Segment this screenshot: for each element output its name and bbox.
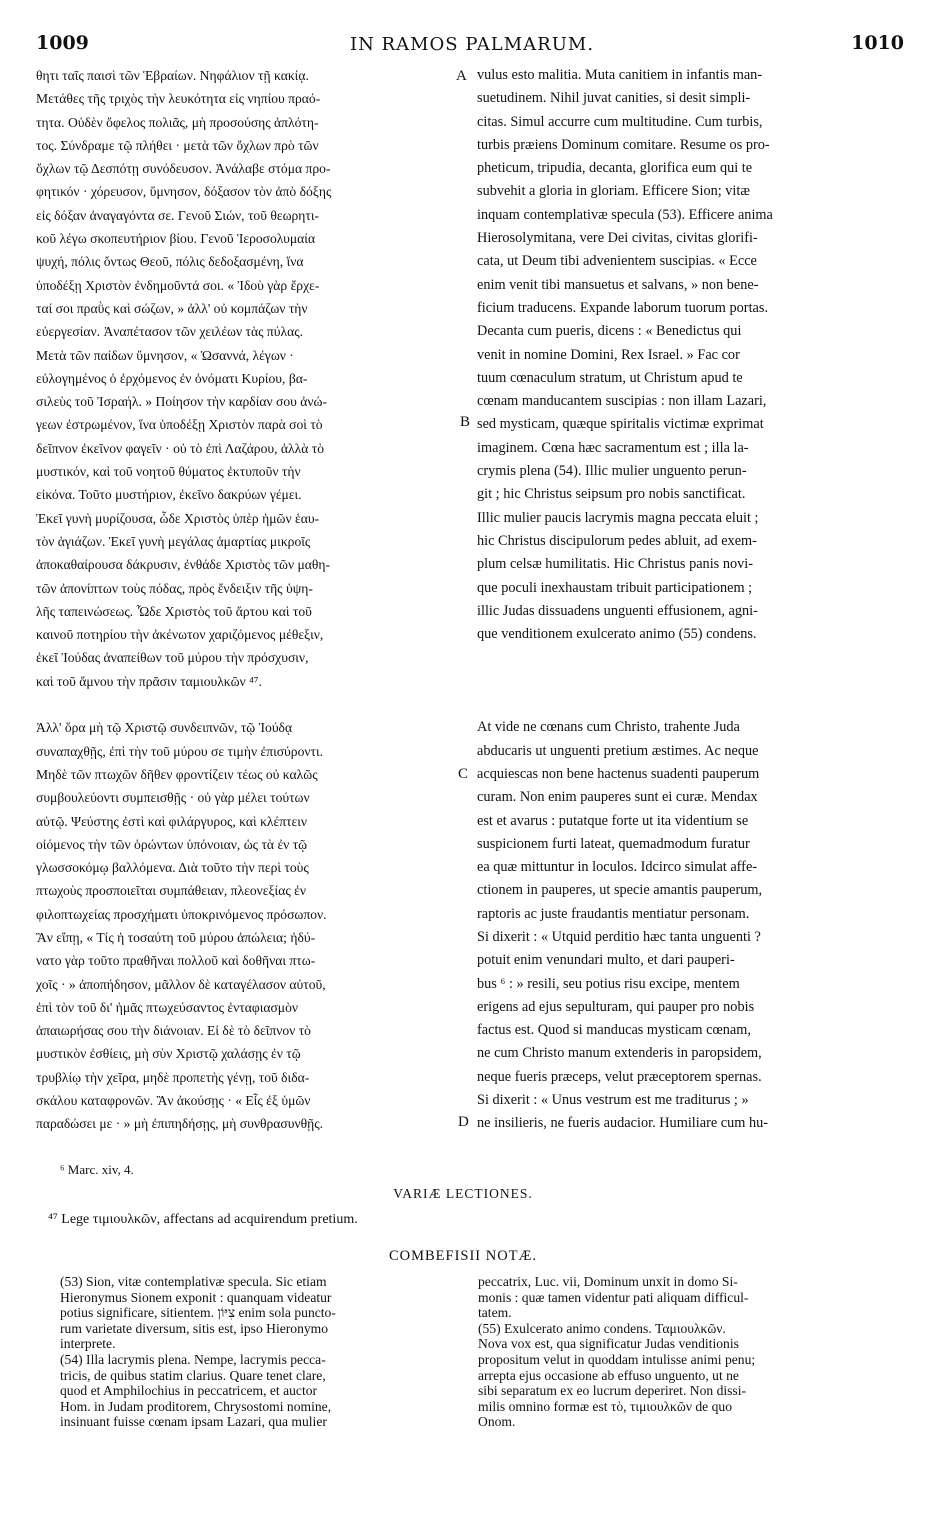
latin-text-line: Si dixerit : « Utquid perditio hæc tanta unguenti ? (477, 928, 761, 945)
note-text-line: interprete. (60, 1336, 116, 1352)
greek-text-line: Ἂν εἴπῃ, « Τίς ἡ τοσαύτη τοῦ μύρου ἀπώλεια; ἠδύ- (36, 929, 316, 945)
greek-text-line: φητικόν · χόρευσον, ὕμνησον, δόξασον τὸν ἀπὸ δόξης (36, 184, 332, 200)
greek-text-line: Ἐκεῖ γυνὴ μυρίζουσα, ὧδε Χριστὸς ὑπὲρ ἡμῶν ἑαυ- (36, 510, 320, 526)
latin-column (477, 64, 891, 1136)
latin-text-line: ficium traducens. Expande laborum tuorum portas. (477, 299, 769, 316)
note-text-line: insinuant fuisse cœnam ipsam Lazari, qua mulier (60, 1414, 327, 1430)
greek-text-line: ψυχή, πόλις ὄντως Θεοῦ, πόλις δεδοξασμένη, ἵνα (36, 254, 304, 270)
note-text-line: sibi separatum ex eo lucrum deperiret. Non dissi- (478, 1383, 747, 1399)
greek-text-line: Ἀλλ' ὅρα μὴ τῷ Χριστῷ συνδειπνῶν, τῷ Ἰούδᾳ (36, 720, 293, 736)
note-text-line: tricis, de quibus statim clarius. Quare tenet clare, (60, 1367, 326, 1383)
latin-text-line: vulus esto malitia. Muta canitiem in infantis man- (477, 67, 763, 83)
greek-text-line: χοῖς · » ἀποπήδησον, μᾶλλον δὲ καταγέλασον αὐτοῦ, (36, 976, 326, 992)
note-text-line: potius significare, sitientem. צִיּוֹן enim sola puncto- (60, 1305, 336, 1321)
latin-text-line: que poculi inexhaustam tribuit participationem ; (477, 579, 753, 596)
greek-text-line: εἰκόνα. Τοῦτο μυστήριον, ἐκεῖνο δακρύων γέμει. (36, 487, 302, 503)
latin-text-line: suetudinem. Nihil juvat canities, si desit simpli- (477, 90, 751, 107)
latin-text-line: cata, ut Deum tibi advenientem suscipias. « Ecce (477, 253, 757, 270)
latin-text-line: inquam contemplativæ specula (53). Efficere anima (477, 206, 773, 223)
latin-text-line: imaginem. Cœna hæc sacramentum est ; illa la- (477, 439, 749, 456)
greek-text-line: σιλεὺς τοῦ Ἰσραήλ. » Ποίησον τὴν καρδίαν σου ἀνώ- (36, 394, 328, 410)
notes-right-column (478, 1274, 896, 1430)
greek-text-line: παραδώσει με · » μὴ ἐπιπηδήσῃς, μὴ συνθρασυνθῇς. (36, 1116, 324, 1132)
greek-text-line: εὐλογημένος ὁ ἐρχόμενος ἐν ὀνόματι Κυρίου, βα- (36, 370, 308, 386)
variae-lectiones-heading: VARIÆ LECTIONES. (393, 1186, 533, 1201)
note-text-line: propositum velut in quoddam intulisse animi penu; (478, 1351, 756, 1367)
note-text-line: Nova vox est, qua significatur Judas venditionis (478, 1336, 739, 1352)
greek-text-line: νατο γὰρ τοῦτο πραθῆναι πολλοῦ καὶ δοθῆναι πτω- (36, 953, 316, 969)
greek-text-line: θητι ταῖς παισὶ τῶν Ἑβραίων. Νηφάλιον τῇ κακίᾳ. (36, 68, 309, 83)
note-text-line: quod et Amphilochius in peccatricem, et auctor (60, 1383, 318, 1399)
note-text-line: milis omnino formæ est τὸ, τιμιουλκῶν de quo (478, 1398, 732, 1414)
note-text-line: tatem. (478, 1305, 512, 1321)
note-text-line: peccatrix, Luc. vii, Dominum unxit in domo Si- (478, 1274, 738, 1289)
latin-text-line: Si dixerit : « Unus vestrum est me traditurus ; » (477, 1092, 749, 1109)
latin-text-line: Decanta cum pueris, dicens : « Benedictus qui (477, 323, 742, 340)
latin-text-line: sed mysticam, quæque spiritalis victimæ exprimat (477, 416, 764, 433)
note-text-line: (53) Sion, vitæ contemplativæ specula. Sic etiam (60, 1274, 327, 1289)
running-title: IN RAMOS PALMARUM. (349, 34, 595, 55)
greek-text-line: τὸν ἁγιάζων. Ἐκεῖ γυνὴ μεγάλας ἁμαρτίας μικροῖς (36, 533, 311, 549)
page-number-right: 1010 (851, 32, 904, 54)
greek-text-line: γεων ἐστρωμένον, ἵνα ὑποδέξῃ Χριστὸν παρὰ σοὶ τὸ (36, 417, 323, 433)
greek-text-line: ἐκεῖ Ἰούδας ἀναπείθων τοῦ μύρου τὴν πρόσχυσιν, (36, 650, 309, 666)
note-text-line: rum varietate diversum, sitis est, ipso Hieronymo (60, 1320, 329, 1336)
margin-letter-c: C (458, 766, 469, 782)
greek-text-line: σκάλου καταφρονῶν. Ἂν ἀκούσῃς · « Εἷς ἐξ ὑμῶν (36, 1093, 311, 1109)
note-text-line: monis : quæ tamen videntur pati aliquam difficul- (478, 1289, 749, 1305)
page-header (36, 32, 908, 62)
latin-text-line: citas. Simul accurre cum multitudine. Cum turbis, (477, 113, 763, 130)
margin-letter-a: A (456, 68, 467, 84)
latin-text-line: acquiescas non bene hactenus suadenti pauperum (477, 765, 760, 782)
latin-text-line: raptoris ac juste fraudantis mentiatur personam. (477, 905, 750, 922)
greek-text-line: πτωχοὺς προσποιεῖται συμπάθειαν, πλεονεξίας ἐν (36, 883, 306, 899)
latin-text-line: ne cum Christo manum extenderis in paropsidem, (477, 1045, 762, 1062)
latin-text-line: curam. Non enim pauperes sunt ei curæ. Mendax (477, 789, 758, 806)
greek-text-line: ἐπὶ τὸν τοῦ δι' ἡμᾶς πτωχεύσαντος ἐνταφιασμὸν (36, 999, 299, 1015)
note-text-line: arrepta ejus occasione ab effuso unguento, ut ne (478, 1367, 739, 1383)
latin-text-line: illic Judas dissuadens unguenti effusionem, agni- (477, 602, 758, 619)
latin-text-line: ea quæ mittuntur in loculos. Idcirco simulat affe- (477, 859, 758, 876)
note-text-line: Hom. in Judam proditorem, Chrysostomi nomine, (60, 1398, 332, 1414)
greek-text-line: οἰόμενος τὴν τῶν ὁρώντων ὑπόνοιαν, ὡς τὰ ἐν τῷ (36, 836, 308, 852)
latin-text-line: ctionem in pauperes, ut specie amantis pauperum, (477, 882, 763, 899)
greek-text-line: Μηδὲ τῶν πτωχῶν δῆθεν φροντίζειν τέως οὐ καλῶς (36, 766, 318, 782)
greek-text-line: Μετάθες τῆς τριχὸς τὴν λευκότητα εἰς νηπίου πραό- (36, 91, 321, 107)
notes-heading: COMBEFISII NOTÆ. (388, 1248, 538, 1264)
page-number-left: 1009 (36, 32, 89, 54)
latin-text-line: crymis plena (54). Illic mulier unguento perun- (477, 463, 747, 480)
greek-text-line: λῆς ταπεινώσεως. Ὧδε Χριστὸς τοῦ ἄρτου καὶ τοῦ (36, 603, 312, 619)
latin-text-line: turbis præiens Dominum comitare. Resume os pro- (477, 136, 770, 153)
greek-text-line: μυστικὸν ἐσθίεις, μὴ σὺν Χριστῷ χαλάσῃς ἐν τῷ (36, 1046, 301, 1062)
greek-text-line: εὐεργεσίαν. Ἀναπέτασον τῶν χειλέων τὰς πύλας. (36, 324, 303, 340)
greek-text-line: γλωσσοκόμῳ βαλλόμενα. Διὰ τοῦτο τὴν περὶ τοὺς (36, 860, 309, 876)
latin-text-line (477, 693, 891, 716)
latin-text-line: factus est. Quod si manducas mysticam cœnam, (477, 1022, 751, 1039)
greek-text-line: ταί σοι πραῢς καὶ σώζων, » ἀλλ' οὐ κομπάζων τὴν (36, 300, 308, 316)
latin-text-line: At vide ne cœnans cum Christo, trahente Juda (477, 719, 740, 736)
greek-text-line: ἀπαιωρήσας σου τὴν διάνοιαν. Εἰ δὲ τὸ δεῖπνον τὸ (36, 1023, 311, 1039)
greek-text-line: συμβουλεύοντι συμπεισθῇς · οὐ γὰρ μέλει τούτων (36, 790, 310, 806)
greek-text-line: αὐτῷ. Ψεύστης ἐστὶ καὶ φιλάργυρος, καὶ κλέπτειν (36, 813, 308, 829)
greek-text-line: καινοῦ ποτηρίου τὴν ἀκένωτον χαριζόμενος μέθεξιν, (36, 627, 324, 643)
greek-text-line: κοῦ λέγω σκοπευτήριον βίου. Γενοῦ Ἱεροσολυμαία (36, 231, 316, 247)
variae-lectiones-text: ⁴⁷ Lege τιμιουλκῶν, affectans ad acquirendum pretium. (48, 1212, 358, 1227)
note-text-line: Onom. (478, 1414, 516, 1430)
greek-text-line (36, 693, 456, 716)
greek-text-line: καὶ τοῦ ἄμνου τὴν πρᾶσιν ταμιουλκῶν ⁴⁷. (36, 673, 262, 689)
latin-text-line: Illic mulier paucis lacrymis magna peccata eluit ; (477, 509, 759, 526)
latin-text-line: neque fueris præceps, velut præceptorem spernas. (477, 1068, 762, 1085)
greek-text-line: δεῖπνον ἐκεῖνον φαγεῖν · οὐ τὸ ἐπὶ Λαζάρου, ἀλλὰ τὸ (36, 440, 325, 456)
note-text-line: Hieronymus Sionem exponit : quanquam videatur (60, 1289, 332, 1305)
margin-letter-b: B (460, 414, 471, 430)
latin-text-line: est et avarus : putatque forte ut ita videntium se (477, 812, 749, 829)
latin-text-line: pheticum, tripudia, decanta, glorifica eum qui te (477, 160, 753, 177)
latin-text-line: tuum cœnaculum stratum, ut Christum apud te (477, 369, 743, 386)
latin-text-line: bus ⁶ : » resili, seu potius risu excipe, mentem (477, 975, 740, 992)
latin-text-line: abducaris ut unguenti pretium æstimes. Ac neque (477, 742, 759, 759)
greek-text-line: τρυβλίῳ τὴν χεῖρα, μηδὲ προπετὴς γένῃ, τοῦ διδα- (36, 1069, 310, 1085)
greek-text-line: μυστικόν, καὶ τοῦ νοητοῦ θύματος ἐκτυποῦν τὴν (36, 464, 301, 480)
latin-text-line: subvehit a gloria in gloriam. Efficere Sion; vitæ (477, 183, 750, 200)
greek-text-line: τητα. Οὐδὲν ὄφελος πολιᾶς, μὴ προσούσης ἁπλότη- (36, 114, 319, 130)
greek-text-line: εἰς δόξαν ἀναγαγόντα σε. Γενοῦ Σιών, τοῦ θεωρητι- (36, 207, 320, 223)
greek-text-line: συναπαχθῇς, ἐπὶ τὴν τοῦ μύρου σε τιμὴν ἐπισύροντι. (36, 743, 324, 759)
latin-text-line: git ; hic Christus seipsum pro nobis sanctificat. (477, 486, 746, 503)
greek-column (36, 64, 456, 1136)
greek-text-line: Μετὰ τῶν παίδων ὕμνησον, « Ὡσαννά, λέγων · (36, 347, 294, 363)
greek-text-line: ἀποκαθαίρουσα δάκρυσιν, ἐνθάδε Χριστὸς τῶν μαθη- (36, 557, 331, 573)
notes-left-column (60, 1274, 458, 1430)
latin-text-line: hic Christus discipulorum pedes abluit, ad exem- (477, 532, 757, 549)
latin-text-line: venit in nomine Domini, Rex Israel. » Fac cor (477, 346, 740, 363)
latin-text-line: suspicionem furti lateat, quemadmodum furatur (477, 835, 750, 852)
latin-text-line: ne insilieris, ne fueris audacior. Humiliare cum hu- (477, 1115, 769, 1132)
greek-text-line: τῶν ἀπονίπτων τοὺς πόδας, πρὸς ἔνδειξιν τῆς ὑψη- (36, 580, 313, 596)
latin-text-line: potuit enim venundari multo, et dari pauperi- (477, 952, 735, 969)
latin-text-line: cœnam manducantem suscipias : non illam Lazari, (477, 393, 767, 410)
greek-text-line: τος. Σύνδραμε τῷ πλήθει · μετὰ τῶν ὄχλων πρὸ τῶν (36, 137, 319, 153)
latin-text-line: erigens ad ejus sepulturam, qui pauper pro nobis (477, 998, 755, 1015)
greek-text-line: φιλοπτωχείας προσχήματι ὑποκρινόμενος πρόσωπον. (36, 906, 327, 922)
note-text-line: (55) Exulcerato animo condens. Ταμιουλκῶν. (478, 1320, 726, 1336)
latin-text-line (477, 670, 891, 693)
footnote: ⁶ Marc. xiv, 4. (60, 1162, 134, 1177)
note-text-line: (54) Illa lacrymis plena. Nempe, lacrymis pecca- (60, 1351, 326, 1367)
latin-text-line (477, 646, 891, 669)
margin-letter-d: D (458, 1114, 469, 1130)
latin-text-line: plum celsæ humilitatis. Hic Christus panis novi- (477, 556, 753, 573)
latin-text-line: que venditionem exulcerato animo (55) condens. (477, 626, 757, 643)
latin-text-line: enim venit tibi mansuetus et salvans, » non bene- (477, 276, 759, 293)
latin-text-line: Hierosolymitana, vere Dei civitas, civitas glorifi- (477, 230, 758, 247)
greek-text-line: ὄχλων τῷ Δεσπότῃ συνόδευσον. Ἀνάλαβε στόμα προ- (36, 161, 331, 177)
greek-text-line: ὑποδέξῃ Χριστὸν ἐνδημοῦντά σοι. « Ἰδοὺ γὰρ ἔρχε- (36, 277, 320, 293)
